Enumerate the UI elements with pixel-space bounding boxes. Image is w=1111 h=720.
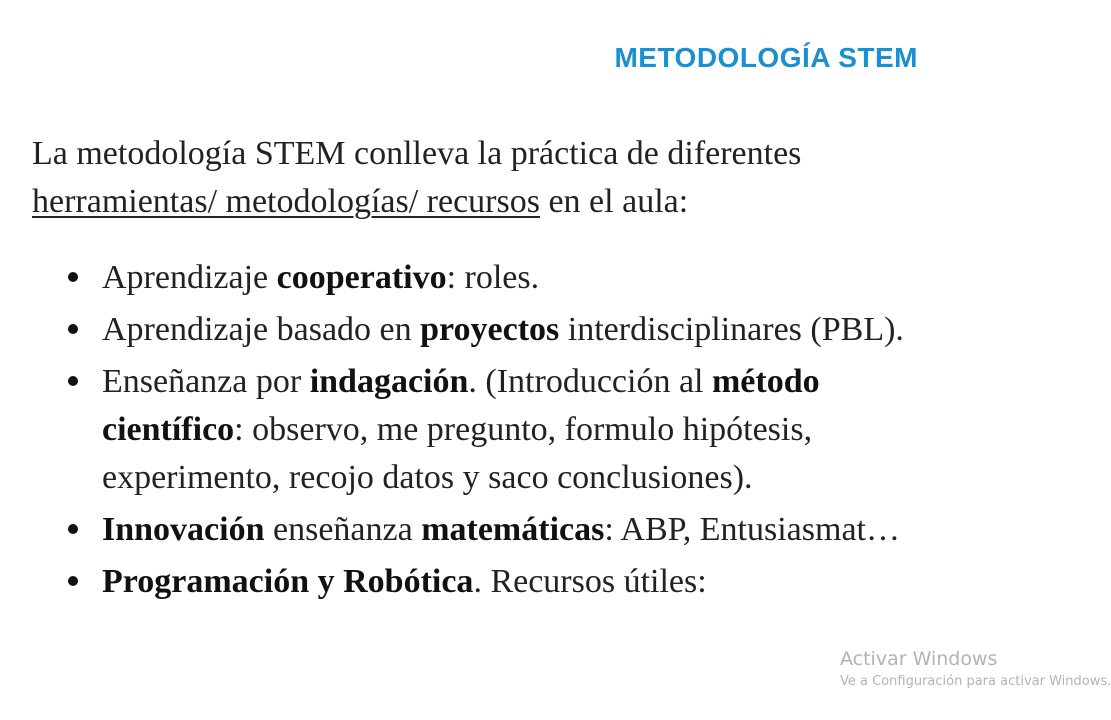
bullet-bold-text: método científico: [102, 363, 820, 448]
bullet-text: : roles.: [446, 259, 540, 296]
bullet-bold-text: matemáticas: [421, 511, 605, 548]
bullet-bold-text: cooperativo: [276, 259, 447, 296]
bullet-dot-icon: [68, 324, 78, 334]
bullet-item: [32, 558, 912, 606]
intro-underlined-text: herramientas/ metodologías/ recursos: [32, 183, 540, 220]
bullet-dot-icon: [68, 376, 78, 386]
bullet-bold-text: Innovación: [102, 511, 265, 548]
bullet-item: [32, 306, 912, 354]
slide-body: [32, 130, 912, 610]
bullet-text: : observo, me pregunto, formulo hipótesis, experimento, recojo datos y saco conclusiones).: [102, 411, 813, 496]
bullet-bold-text: indagación: [309, 363, 469, 400]
bullet-text: . (Introducción al: [468, 363, 712, 400]
bullet-text: : ABP, Entusiasmat…: [604, 511, 900, 548]
bullet-text: Aprendizaje: [102, 259, 277, 296]
watermark-title: Activar Windows: [840, 648, 998, 670]
intro-text-end: en el aula:: [539, 183, 689, 220]
intro-text-start: La metodología STEM conlleva la práctica de diferentes: [32, 135, 802, 172]
bullet-bold-text: proyectos: [420, 311, 560, 348]
bullet-text: Enseñanza por: [102, 363, 310, 400]
bullet-text: interdisciplinares (PBL).: [559, 311, 904, 348]
watermark-subtitle: Ve a Configuración para activar Windows.: [840, 674, 1111, 689]
bullet-item: [32, 506, 912, 554]
bullet-dot-icon: [68, 576, 78, 586]
bullet-item: [32, 254, 912, 302]
bullet-item: [32, 358, 912, 502]
bullet-dot-icon: [68, 272, 78, 282]
bullet-text: Aprendizaje basado en: [102, 311, 421, 348]
bullet-bold-text: Programación y Robótica: [102, 563, 474, 600]
activation-watermark: [840, 646, 1111, 692]
intro-paragraph: [32, 130, 912, 226]
bullet-text: enseñanza: [264, 511, 422, 548]
bullet-text: . Recursos útiles:: [473, 563, 707, 600]
bullet-dot-icon: [68, 524, 78, 534]
slide-title: METODOLOGÍA STEM: [614, 42, 918, 73]
bullet-list: [32, 254, 912, 606]
